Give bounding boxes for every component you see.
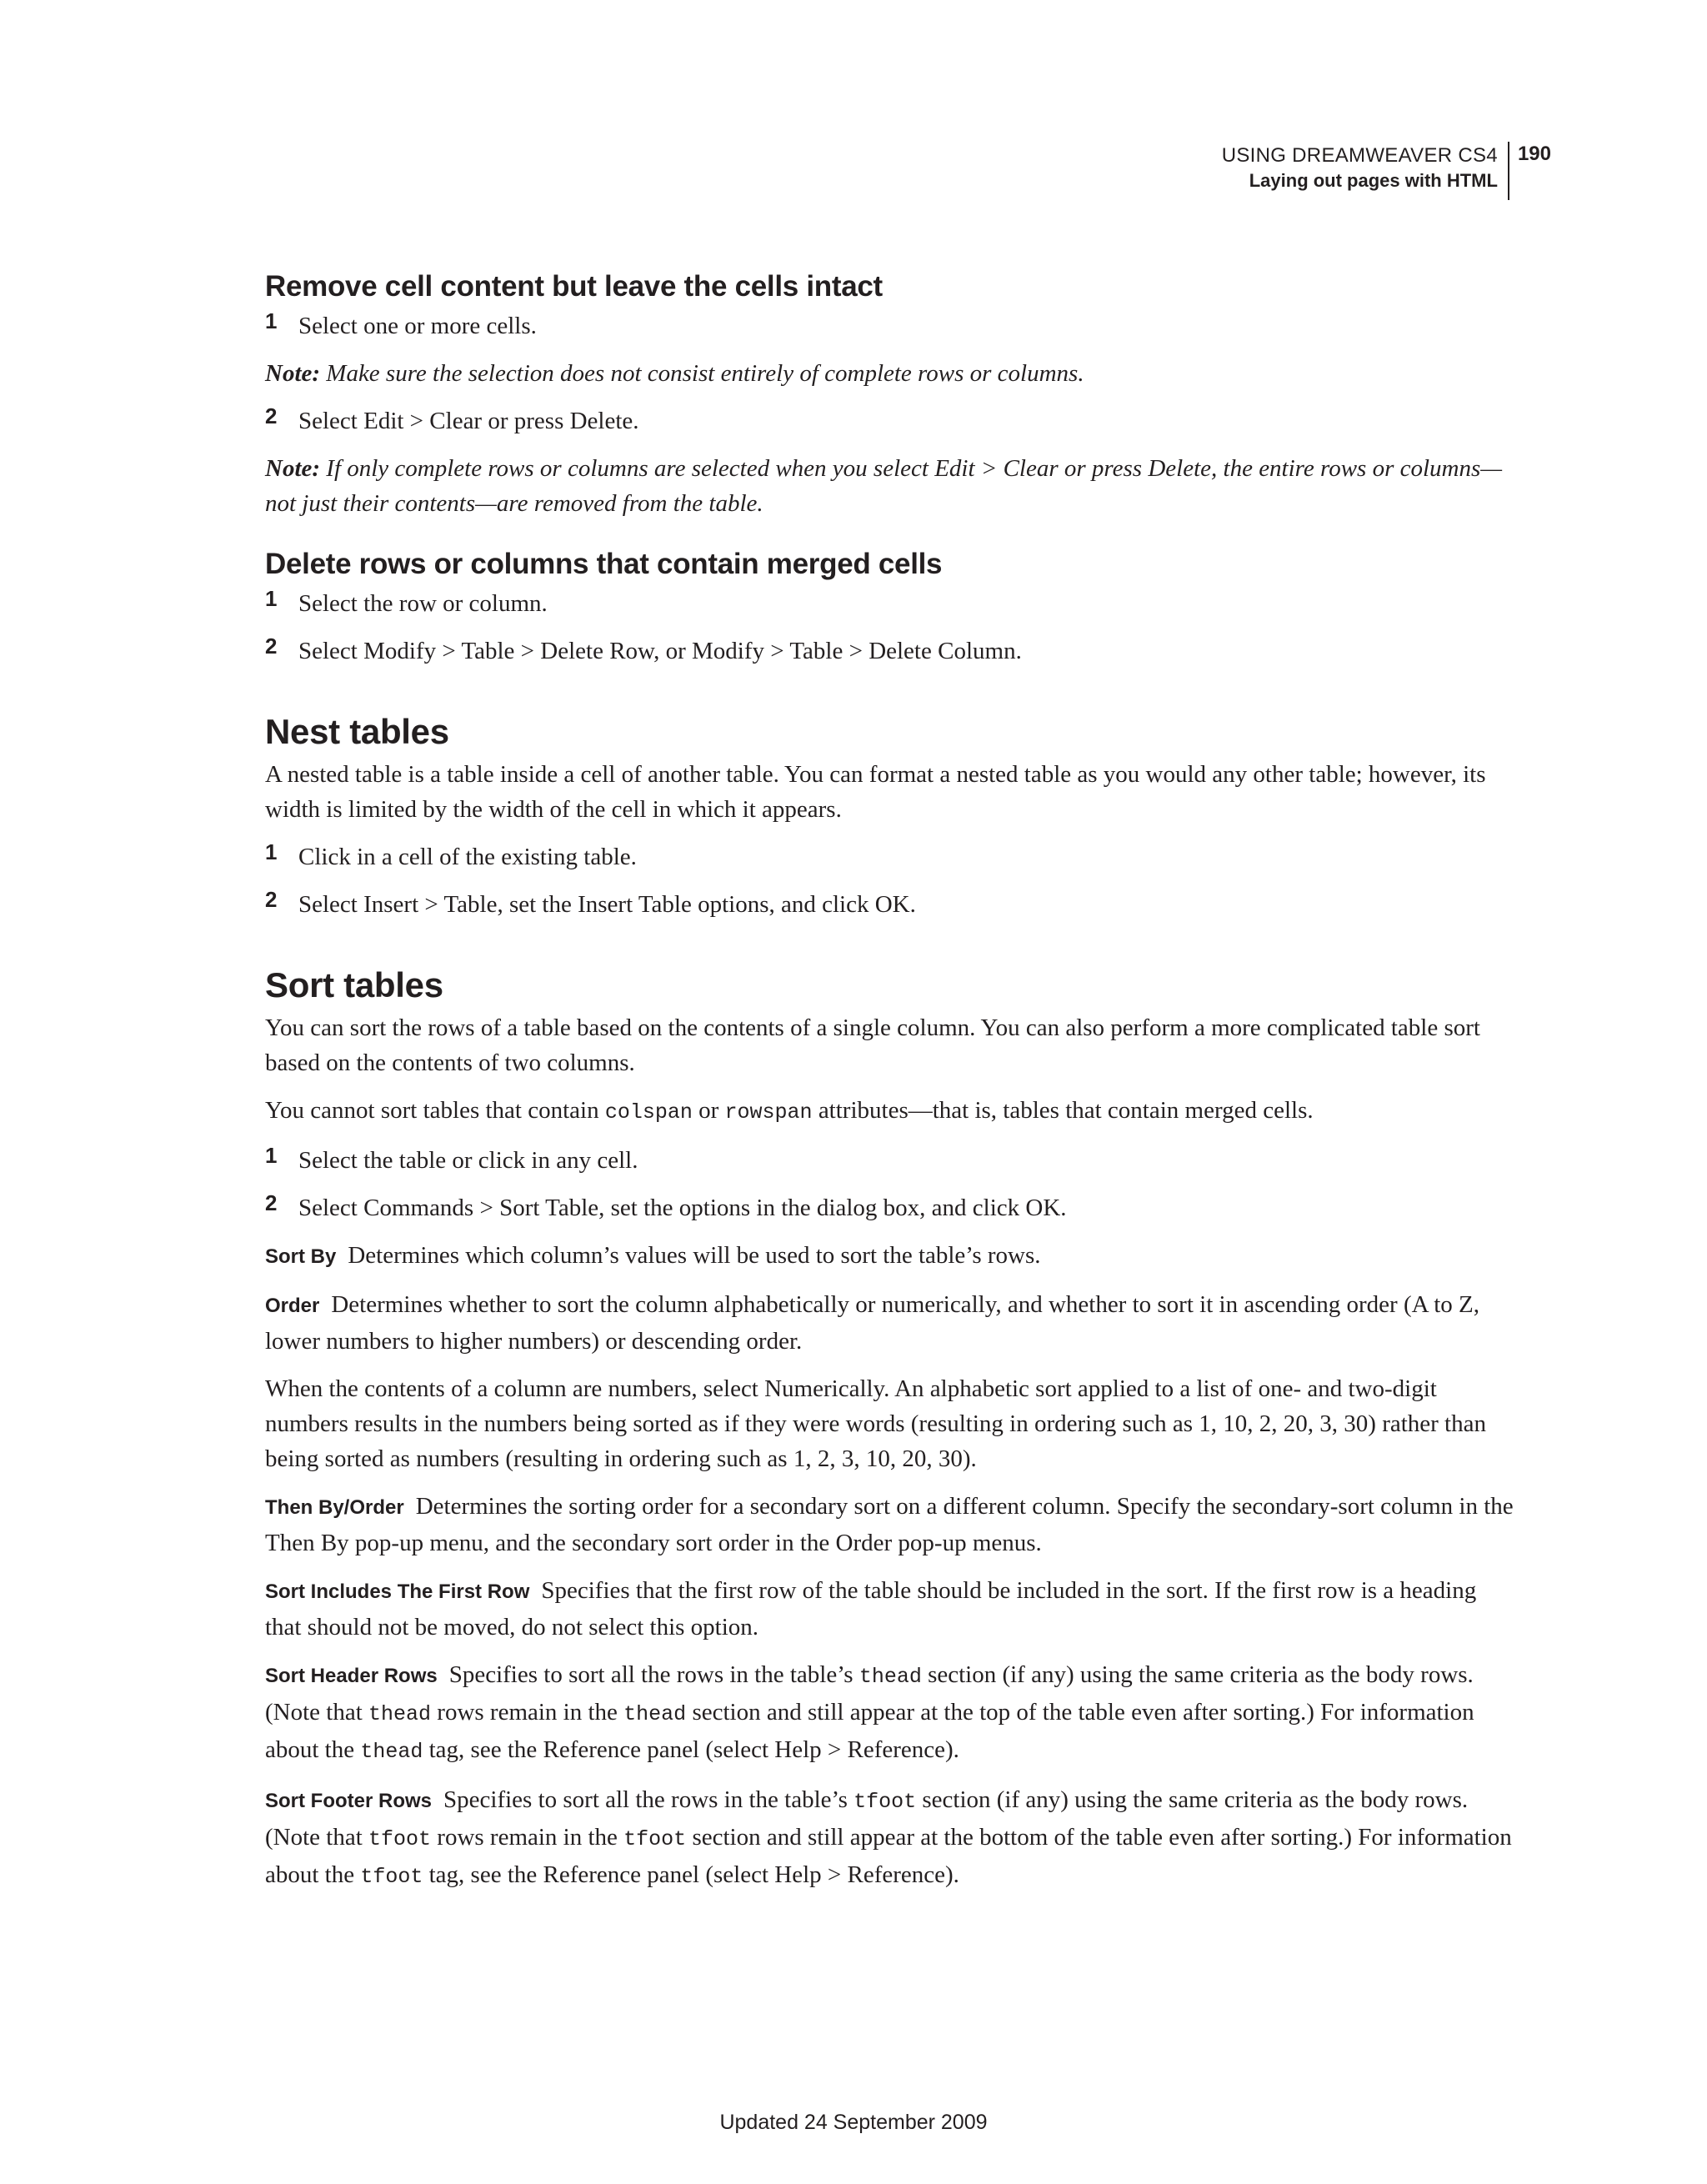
code-rowspan: rowspan <box>724 1100 813 1125</box>
option-footer-rows <box>265 1782 1515 1895</box>
note-label: Note: <box>265 455 321 482</box>
paragraph: You can sort the rows of a table based on the contents of a single column. You can also perform a more complicated table sort based on the contents of two columns. <box>265 1014 1480 1076</box>
code-tfoot: tfoot <box>854 1790 917 1814</box>
step-text: Select Commands > Sort Table, set the options in the dialog box, and click OK. <box>298 1195 1067 1221</box>
step-text: Select Insert > Table, set the Insert Table options, and click OK. <box>298 891 916 918</box>
code-colspan: colspan <box>604 1100 693 1125</box>
step-text: Click in a cell of the existing table. <box>298 844 637 870</box>
text-run: rows remain in the <box>431 1824 624 1851</box>
code-thead: thead <box>859 1665 922 1689</box>
step-item <box>265 586 1515 621</box>
step-number: 2 <box>265 887 278 912</box>
text-run: section (if any) using the same criteria as the body rows. (Note that <box>265 1661 1474 1726</box>
footer-updated-date: Updated 24 September 2009 <box>719 2111 988 2134</box>
step-number: 2 <box>265 634 278 659</box>
code-thead: thead <box>360 1740 423 1764</box>
step-number: 2 <box>265 403 278 428</box>
text-run: section and still appear at the bottom of the table even after sorting.) For information about the <box>265 1824 1512 1888</box>
step-number: 1 <box>265 839 278 864</box>
note-label: Note: <box>265 360 321 387</box>
step-number: 1 <box>265 308 278 333</box>
note-text: If only complete rows or columns are selected when you select Edit > Clear or press Delete, the entire rows or columns—not just their contents—are removed from the table. <box>265 455 1503 517</box>
step-text: Select the table or click in any cell. <box>298 1147 638 1174</box>
step-text: Select the row or column. <box>298 590 548 617</box>
step-item <box>265 634 1515 669</box>
chapter-title: Laying out pages with HTML <box>1249 170 1498 191</box>
page-content <box>265 265 1515 1895</box>
text-run: tag, see the Reference panel (select Help > Reference). <box>423 1736 959 1763</box>
text-run: Specifies to sort all the rows in the table’s <box>448 1661 859 1688</box>
page-number: 190 <box>1517 143 1551 165</box>
step-item <box>265 1143 1515 1178</box>
paragraph: A nested table is a table inside a cell of another table. You can format a nested table as you would any other table; however, its width is limited by the width of the cell in which it appears. <box>265 761 1486 823</box>
text-run: You cannot sort tables that contain <box>265 1097 605 1124</box>
step-text: Select Modify > Table > Delete Row, or Modify > Table > Delete Column. <box>298 638 1022 664</box>
code-tfoot: tfoot <box>360 1865 423 1889</box>
option-term: Then By/Order <box>265 1496 404 1519</box>
code-thead: thead <box>368 1702 432 1726</box>
text-run: tag, see the Reference panel (select Help > Reference). <box>423 1861 959 1888</box>
option-description: Determines the sorting order for a secondary sort on a different column. Specify the secondary-sort column in the Then By pop-up menu, and the secondary sort order in the Order pop-up menus. <box>265 1493 1514 1556</box>
code-thead: thead <box>623 1702 687 1726</box>
text-run: section and still appear at the top of the table even after sorting.) For information about the <box>265 1699 1474 1763</box>
note <box>265 356 1515 391</box>
option-term: Sort Footer Rows <box>265 1790 433 1812</box>
step-text: Select Edit > Clear or press Delete. <box>298 408 639 434</box>
option-header-rows <box>265 1657 1515 1770</box>
option-sort-by <box>265 1238 1515 1275</box>
heading-nest-tables: Nest tables <box>265 712 449 751</box>
step-item <box>265 403 1515 438</box>
option-term: Sort Includes The First Row <box>265 1580 530 1603</box>
paragraph-numeric-sort: When the contents of a column are numbers, select Numerically. An alphabetic sort applied to a list of one- and two-digit numbers results in the numbers being sorted as if they were words (resulting in ordering such as 1, 10, 2, 20, 3, 30) rather than being sorted as numbers (resulting in ordering such as 1, 2, 3, 10, 20, 30). <box>265 1375 1486 1472</box>
note <box>265 451 1515 521</box>
option-then-by <box>265 1489 1515 1560</box>
option-term: Sort Header Rows <box>265 1665 438 1687</box>
step-item <box>265 308 1515 343</box>
code-tfoot: tfoot <box>368 1827 432 1851</box>
text-run: attributes—that is, tables that contain merged cells. <box>812 1097 1314 1124</box>
note-text: Make sure the selection does not consist entirely of complete rows or columns. <box>326 360 1084 387</box>
text-run: section (if any) using the same criteria as the body rows. (Note that <box>265 1786 1469 1851</box>
code-tfoot: tfoot <box>623 1827 687 1851</box>
text-run: Specifies to sort all the rows in the table’s <box>443 1786 854 1813</box>
heading-remove-cell-content: Remove cell content but leave the cells intact <box>265 270 883 303</box>
step-number: 1 <box>265 1143 278 1168</box>
option-description: Specifies that the first row of the table should be included in the sort. If the first row is a heading that should not be moved, do not select this option. <box>265 1577 1477 1641</box>
option-description: Determines whether to sort the column alphabetically or numerically, and whether to sort it in ascending order (A to Z, lower numbers to higher numbers) or descending order. <box>265 1291 1479 1355</box>
step-number: 1 <box>265 586 278 611</box>
option-description: Determines which column’s values will be used to sort the table’s rows. <box>348 1242 1041 1269</box>
heading-sort-tables: Sort tables <box>265 965 443 1004</box>
step-number: 2 <box>265 1190 278 1215</box>
step-text: Select one or more cells. <box>298 313 537 339</box>
text-run: rows remain in the <box>431 1699 624 1726</box>
running-header-text <box>1222 142 1509 200</box>
step-item <box>265 1190 1515 1225</box>
running-header <box>1222 142 1551 200</box>
paragraph-merged-cells <box>265 1093 1515 1130</box>
text-run: or <box>692 1097 725 1124</box>
option-first-row <box>265 1573 1515 1645</box>
step-item <box>265 887 1515 922</box>
option-term: Order <box>265 1295 320 1317</box>
option-order <box>265 1287 1515 1359</box>
option-term: Sort By <box>265 1245 337 1268</box>
step-item <box>265 839 1515 874</box>
book-title: USING DREAMWEAVER CS4 <box>1221 144 1498 167</box>
heading-delete-rows-columns: Delete rows or columns that contain merged cells <box>265 548 943 580</box>
